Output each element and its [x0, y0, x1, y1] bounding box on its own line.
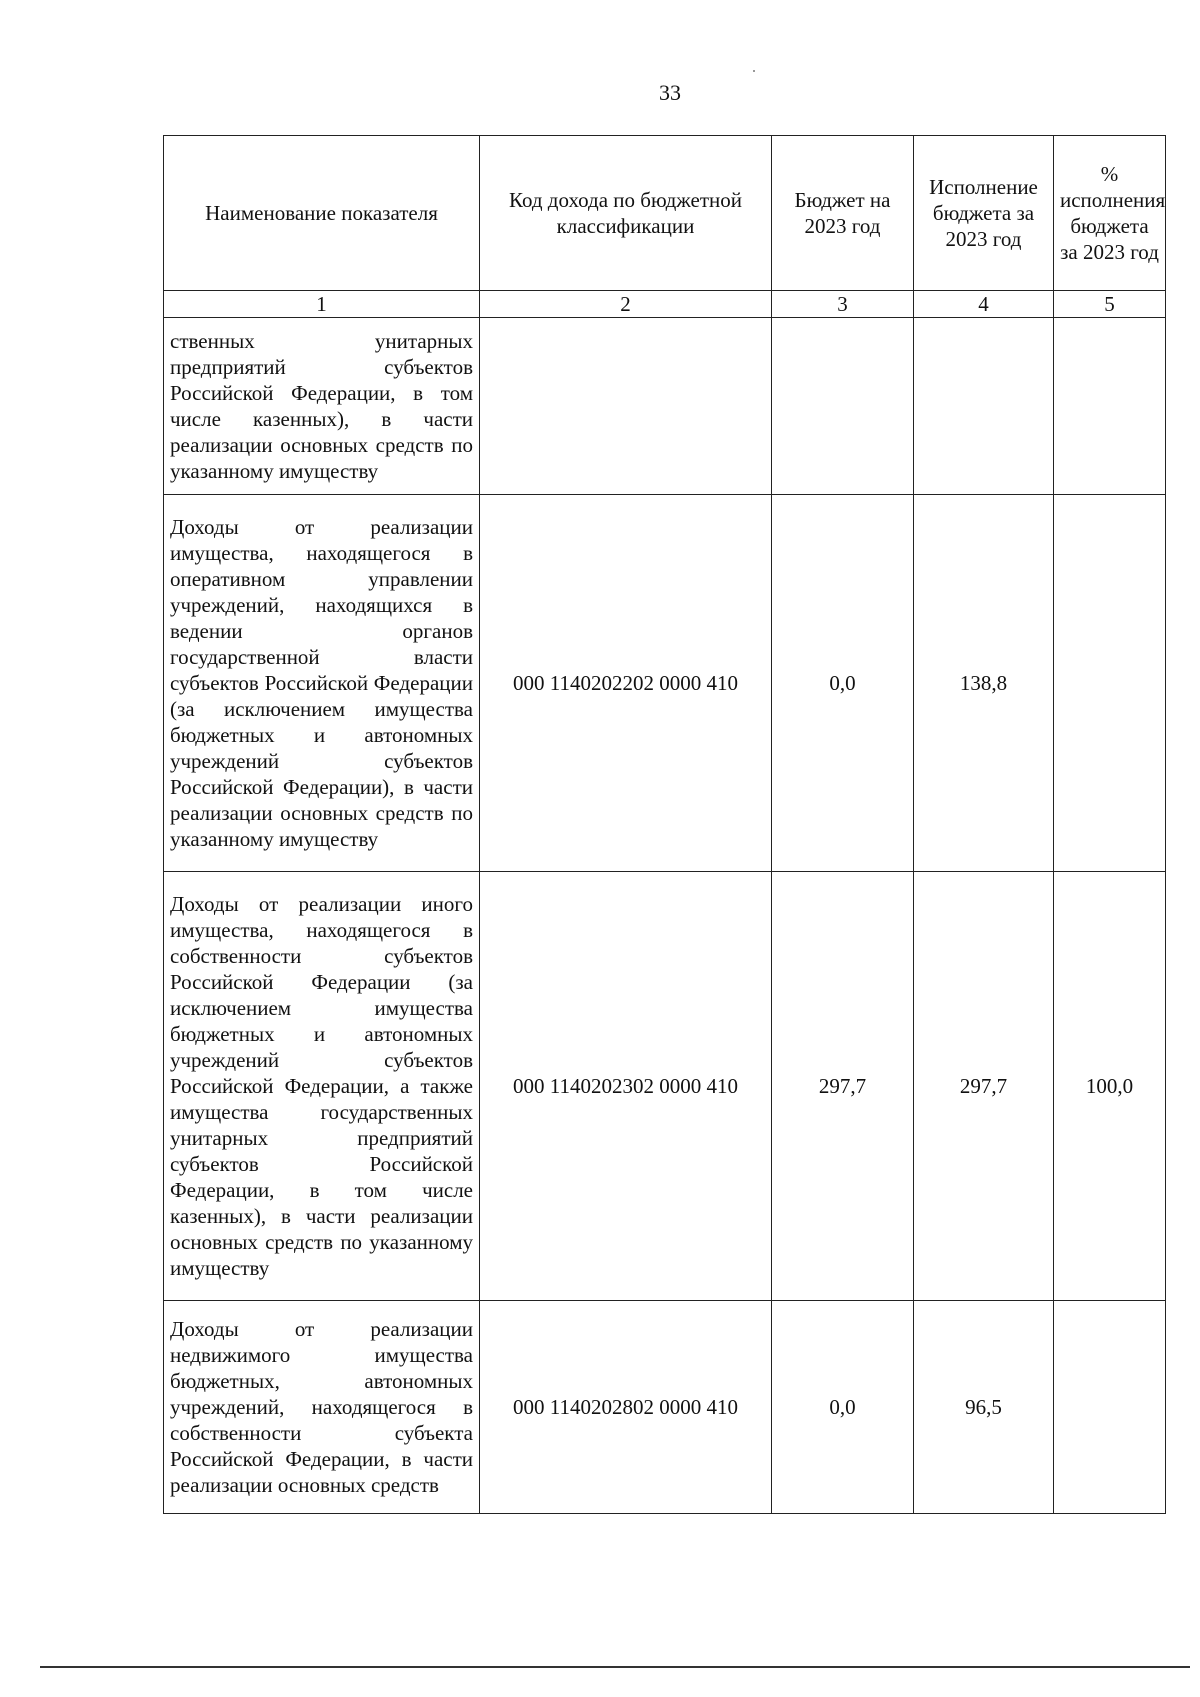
table-row [164, 1301, 1166, 1514]
row-code [480, 318, 772, 495]
row-budget [772, 318, 914, 495]
row-name: Доходы от реализации иного имущества, находящегося в собственности субъектов Российской Федерации (за исключением имущества бюджетных и автономных учреждений субъектов Российской Федерации, а также имущества государственных унитарных предприятий субъектов Российской Федерации, в том числе казенных), в части реализации основных средств по указанному имуществу [164, 872, 480, 1301]
scan-speck [753, 70, 755, 72]
column-number-row [164, 291, 1166, 318]
row-budget: 0,0 [772, 495, 914, 872]
page-number: 33 [659, 80, 681, 105]
column-number: 4 [914, 291, 1054, 318]
column-number: 1 [164, 291, 480, 318]
row-execution: 297,7 [914, 872, 1054, 1301]
row-name: ственных унитарных предприятий субъектов Российской Федерации, в том числе казенных), в части реализации основных средств по указанному имуществу [164, 318, 480, 495]
row-percent [1054, 318, 1166, 495]
row-percent [1054, 495, 1166, 872]
table-row [164, 872, 1166, 1301]
column-number: 3 [772, 291, 914, 318]
row-execution: 96,5 [914, 1301, 1054, 1514]
table-row [164, 318, 1166, 495]
column-number: 5 [1054, 291, 1166, 318]
row-code: 000 1140202302 0000 410 [480, 872, 772, 1301]
row-execution [914, 318, 1054, 495]
row-execution: 138,8 [914, 495, 1054, 872]
row-code: 000 1140202202 0000 410 [480, 495, 772, 872]
row-code: 000 1140202802 0000 410 [480, 1301, 772, 1514]
header-budget: Бюджет на 2023 год [772, 136, 914, 291]
row-budget: 297,7 [772, 872, 914, 1301]
column-number: 2 [480, 291, 772, 318]
row-percent [1054, 1301, 1166, 1514]
header-execution: Исполнение бюджета за 2023 год [914, 136, 1054, 291]
table-row [164, 495, 1166, 872]
row-percent: 100,0 [1054, 872, 1166, 1301]
header-indicator-name: Наименование показателя [164, 136, 480, 291]
table-header-row [164, 136, 1166, 291]
row-name: Доходы от реализации имущества, находящегося в оперативном управлении учреждений, находящихся в ведении органов государственной власти субъектов Российской Федерации (за исключением имущества бюджетных и автономных учреждений субъектов Российской Федерации), в части реализации основных средств по указанному имуществу [164, 495, 480, 872]
bottom-rule [40, 1666, 1190, 1668]
row-budget: 0,0 [772, 1301, 914, 1514]
row-name: Доходы от реализации недвижимого имущества бюджетных, автономных учреждений, находящегося в собственности субъекта Российской Федерации, в части реализации основных средств [164, 1301, 480, 1514]
header-percent: % исполнения бюджета за 2023 год [1054, 136, 1166, 291]
budget-table [163, 135, 1166, 1514]
header-income-code: Код дохода по бюджетной классификации [480, 136, 772, 291]
